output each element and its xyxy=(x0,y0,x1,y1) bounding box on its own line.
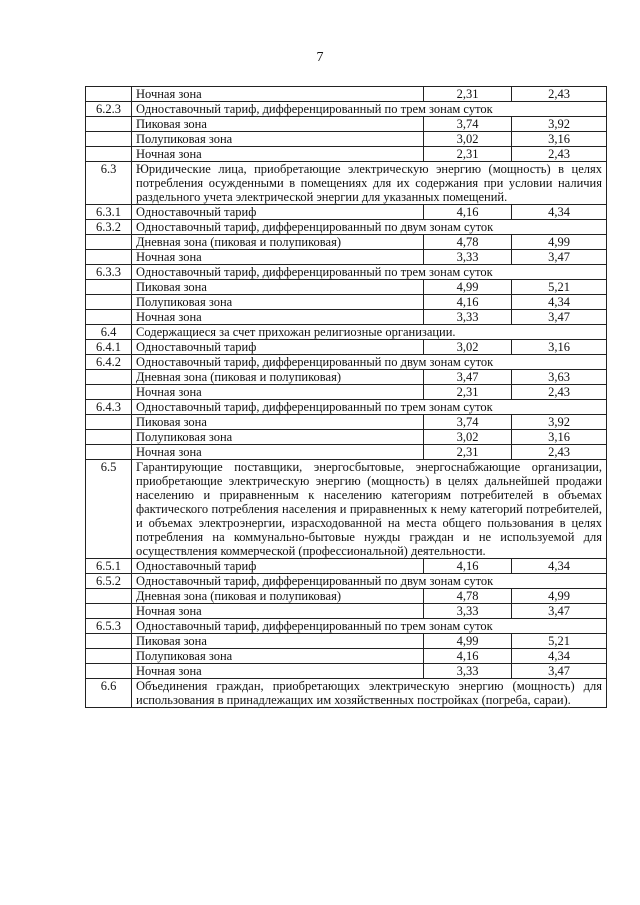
table-row xyxy=(86,664,607,679)
row-number: 6.3.3 xyxy=(86,265,132,280)
tariff-value-first-half: 4,78 xyxy=(424,589,512,604)
row-number xyxy=(86,117,132,132)
table-row xyxy=(86,460,607,559)
table-row xyxy=(86,265,607,280)
tariff-value-second-half: 5,21 xyxy=(512,634,607,649)
tariff-value-first-half: 4,99 xyxy=(424,280,512,295)
row-number xyxy=(86,664,132,679)
table-row xyxy=(86,280,607,295)
table-row xyxy=(86,400,607,415)
table-row xyxy=(86,385,607,400)
tariff-value-first-half: 4,16 xyxy=(424,205,512,220)
tariff-value-second-half: 4,34 xyxy=(512,559,607,574)
tariff-value-second-half: 4,99 xyxy=(512,589,607,604)
row-number xyxy=(86,604,132,619)
table-row xyxy=(86,147,607,162)
table-row xyxy=(86,250,607,265)
row-number: 6.2.3 xyxy=(86,102,132,117)
table-row xyxy=(86,205,607,220)
table-row xyxy=(86,355,607,370)
tariff-value-second-half: 4,34 xyxy=(512,649,607,664)
tariff-value-second-half: 3,47 xyxy=(512,250,607,265)
table-row xyxy=(86,649,607,664)
tariff-value-second-half: 4,99 xyxy=(512,235,607,250)
table-row xyxy=(86,445,607,460)
table-row xyxy=(86,117,607,132)
tariff-value-first-half: 3,74 xyxy=(424,415,512,430)
table-row xyxy=(86,679,607,708)
table-row xyxy=(86,295,607,310)
tariff-value-second-half: 3,47 xyxy=(512,604,607,619)
row-label: Ночная зона xyxy=(132,250,424,265)
row-label: Одноставочный тариф xyxy=(132,205,424,220)
tariff-value-first-half: 3,74 xyxy=(424,117,512,132)
row-label: Полупиковая зона xyxy=(132,649,424,664)
row-number: 6.5.1 xyxy=(86,559,132,574)
row-label: Ночная зона xyxy=(132,385,424,400)
row-label: Пиковая зона xyxy=(132,280,424,295)
table-row xyxy=(86,589,607,604)
row-label: Гарантирующие поставщики, энергосбытовые, энергоснабжающие организации, приобретающие электрическую энергию (мощность) в целях дальнейшей продажи населению и приравненным к населению категориям потребителей в объемах фактического потребления населения и приравненных к нему категорий потребителей, и объемах электроэнергии, израсходованной на места общего пользования в целях потребления на коммунально-бытовые нужды граждан и не используемой для осуществления коммерческой (профессиональной) деятельности. xyxy=(132,460,607,559)
tariff-value-second-half: 2,43 xyxy=(512,445,607,460)
tariff-value-second-half: 5,21 xyxy=(512,280,607,295)
tariff-value-first-half: 3,47 xyxy=(424,370,512,385)
table-row xyxy=(86,574,607,589)
table-row xyxy=(86,604,607,619)
tariff-value-first-half: 4,16 xyxy=(424,295,512,310)
row-label: Полупиковая зона xyxy=(132,430,424,445)
table-row xyxy=(86,235,607,250)
row-label: Ночная зона xyxy=(132,147,424,162)
table-row xyxy=(86,559,607,574)
tariff-value-second-half: 2,43 xyxy=(512,147,607,162)
tariff-value-second-half: 3,63 xyxy=(512,370,607,385)
row-number xyxy=(86,87,132,102)
tariff-value-second-half: 3,47 xyxy=(512,664,607,679)
tariff-value-first-half: 4,78 xyxy=(424,235,512,250)
row-number: 6.5.2 xyxy=(86,574,132,589)
row-number: 6.3 xyxy=(86,162,132,205)
tariff-value-first-half: 3,33 xyxy=(424,250,512,265)
row-number xyxy=(86,649,132,664)
row-number xyxy=(86,235,132,250)
row-number: 6.5 xyxy=(86,460,132,559)
row-number xyxy=(86,310,132,325)
tariff-value-first-half: 3,02 xyxy=(424,132,512,147)
row-label: Дневная зона (пиковая и полупиковая) xyxy=(132,370,424,385)
row-label: Дневная зона (пиковая и полупиковая) xyxy=(132,235,424,250)
tariff-value-second-half: 3,16 xyxy=(512,430,607,445)
row-label: Полупиковая зона xyxy=(132,295,424,310)
row-label: Юридические лица, приобретающие электрическую энергию (мощность) в целях потребления осужденными в помещениях для их содержания при условии наличия раздельного учета электрической энергии для указанных помещений. xyxy=(132,162,607,205)
table-row xyxy=(86,220,607,235)
table-row xyxy=(86,415,607,430)
row-label: Пиковая зона xyxy=(132,117,424,132)
row-label: Одноставочный тариф, дифференцированный по двум зонам суток xyxy=(132,220,607,235)
tariff-value-first-half: 4,16 xyxy=(424,649,512,664)
row-number xyxy=(86,280,132,295)
row-label: Ночная зона xyxy=(132,87,424,102)
tariff-table xyxy=(85,86,607,708)
row-number: 6.4.1 xyxy=(86,340,132,355)
row-number xyxy=(86,445,132,460)
row-number xyxy=(86,589,132,604)
tariff-value-second-half: 3,16 xyxy=(512,132,607,147)
tariff-value-first-half: 3,02 xyxy=(424,340,512,355)
tariff-value-first-half: 2,31 xyxy=(424,87,512,102)
table-row xyxy=(86,162,607,205)
row-label: Пиковая зона xyxy=(132,415,424,430)
table-row xyxy=(86,132,607,147)
row-label: Одноставочный тариф xyxy=(132,340,424,355)
row-number: 6.4 xyxy=(86,325,132,340)
tariff-value-second-half: 3,92 xyxy=(512,415,607,430)
row-label: Одноставочный тариф, дифференцированный по трем зонам суток xyxy=(132,400,607,415)
tariff-value-second-half: 2,43 xyxy=(512,385,607,400)
row-number xyxy=(86,250,132,265)
table-row xyxy=(86,87,607,102)
row-label: Пиковая зона xyxy=(132,634,424,649)
row-number xyxy=(86,385,132,400)
row-number xyxy=(86,147,132,162)
tariff-value-second-half: 4,34 xyxy=(512,295,607,310)
tariff-value-second-half: 3,92 xyxy=(512,117,607,132)
tariff-value-first-half: 4,99 xyxy=(424,634,512,649)
row-label: Ночная зона xyxy=(132,604,424,619)
row-number xyxy=(86,430,132,445)
row-label: Объединения граждан, приобретающих электрическую энергию (мощность) для использования в принадлежащих им хозяйственных постройках (погреба, сараи). xyxy=(132,679,607,708)
row-label: Ночная зона xyxy=(132,310,424,325)
tariff-value-first-half: 3,33 xyxy=(424,604,512,619)
row-number xyxy=(86,132,132,147)
row-number: 6.5.3 xyxy=(86,619,132,634)
tariff-value-second-half: 3,16 xyxy=(512,340,607,355)
row-label: Одноставочный тариф, дифференцированный по трем зонам суток xyxy=(132,619,607,634)
row-number: 6.3.2 xyxy=(86,220,132,235)
table-row xyxy=(86,430,607,445)
tariff-value-first-half: 2,31 xyxy=(424,147,512,162)
row-number xyxy=(86,295,132,310)
row-number: 6.4.2 xyxy=(86,355,132,370)
row-number: 6.6 xyxy=(86,679,132,708)
tariff-value-first-half: 2,31 xyxy=(424,385,512,400)
table-row xyxy=(86,634,607,649)
row-label: Ночная зона xyxy=(132,445,424,460)
tariff-value-second-half: 2,43 xyxy=(512,87,607,102)
row-number xyxy=(86,370,132,385)
row-label: Одноставочный тариф, дифференцированный по двум зонам суток xyxy=(132,355,607,370)
row-label: Полупиковая зона xyxy=(132,132,424,147)
tariff-value-first-half: 3,33 xyxy=(424,664,512,679)
table-row xyxy=(86,102,607,117)
tariff-value-second-half: 4,34 xyxy=(512,205,607,220)
tariff-value-first-half: 2,31 xyxy=(424,445,512,460)
row-number: 6.3.1 xyxy=(86,205,132,220)
row-number xyxy=(86,415,132,430)
table-row xyxy=(86,340,607,355)
tariff-value-first-half: 3,33 xyxy=(424,310,512,325)
page-number: 7 xyxy=(316,50,324,65)
row-number xyxy=(86,634,132,649)
row-number: 6.4.3 xyxy=(86,400,132,415)
table-row xyxy=(86,310,607,325)
table-row xyxy=(86,619,607,634)
row-label: Одноставочный тариф, дифференцированный по двум зонам суток xyxy=(132,574,607,589)
tariff-value-second-half: 3,47 xyxy=(512,310,607,325)
tariff-value-first-half: 4,16 xyxy=(424,559,512,574)
table-row xyxy=(86,370,607,385)
tariff-value-first-half: 3,02 xyxy=(424,430,512,445)
row-label: Одноставочный тариф xyxy=(132,559,424,574)
row-label: Ночная зона xyxy=(132,664,424,679)
row-label: Одноставочный тариф, дифференцированный по трем зонам суток xyxy=(132,265,607,280)
row-label: Одноставочный тариф, дифференцированный по трем зонам суток xyxy=(132,102,607,117)
row-label: Содержащиеся за счет прихожан религиозные организации. xyxy=(132,325,607,340)
table-row xyxy=(86,325,607,340)
row-label: Дневная зона (пиковая и полупиковая) xyxy=(132,589,424,604)
